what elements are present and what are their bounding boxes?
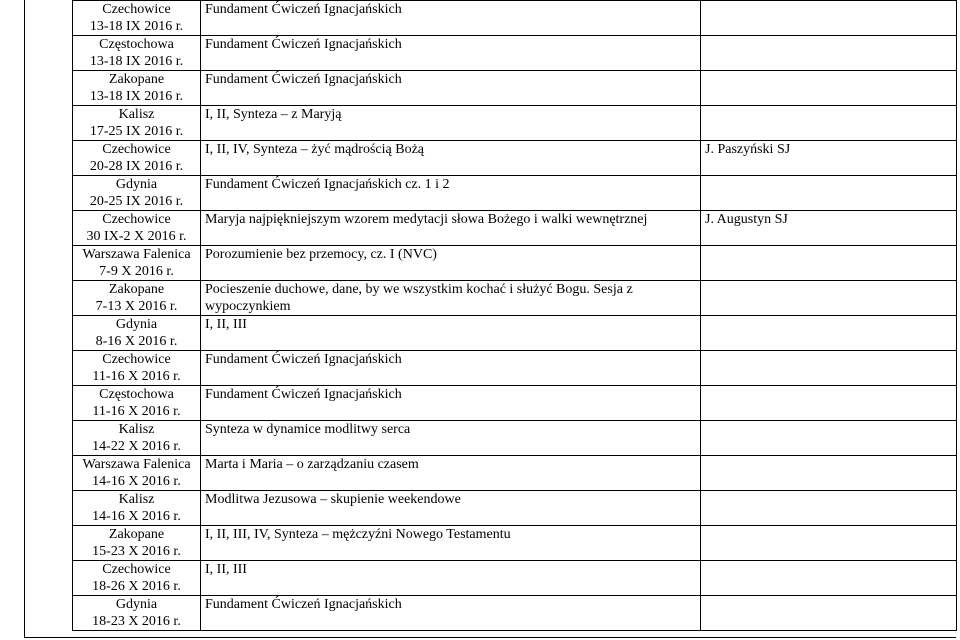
- location-dates: 13-18 IX 2016 r.: [89, 19, 184, 34]
- location-place: Gdynia: [115, 317, 158, 332]
- location-dates: 11-16 X 2016 r.: [92, 404, 181, 419]
- retreat-title-cell: [201, 246, 701, 281]
- table-row: [73, 561, 957, 596]
- location-cell: [73, 316, 201, 351]
- location-place: Czechowice: [102, 562, 171, 577]
- location-dates: 20-25 IX 2016 r.: [89, 194, 184, 209]
- retreat-title-cell: [201, 71, 701, 106]
- location-dates: 7-9 X 2016 r.: [99, 264, 174, 279]
- retreat-title: Fundament Ćwiczeń Ignacjańskich: [205, 352, 402, 367]
- location-dates: 30 IX-2 X 2016 r.: [86, 229, 187, 244]
- location-cell: [73, 386, 201, 421]
- retreat-title: Fundament Ćwiczeń Ignacjańskich: [205, 387, 402, 402]
- leader-cell: [701, 281, 957, 316]
- location-cell: [73, 141, 201, 176]
- location-dates: 14-16 X 2016 r.: [92, 509, 181, 524]
- table-row: [73, 386, 957, 421]
- location-cell: [73, 71, 201, 106]
- leader-cell: [701, 386, 957, 421]
- table-row: [73, 106, 957, 141]
- retreat-title: Fundament Ćwiczeń Ignacjańskich cz. 1 i 2: [205, 177, 450, 192]
- location-dates: 15-23 X 2016 r.: [92, 544, 181, 559]
- location-cell: [73, 246, 201, 281]
- retreat-title-cell: [201, 176, 701, 211]
- location-cell: [73, 281, 201, 316]
- location-place: Częstochowa: [99, 387, 174, 402]
- table-row: [73, 36, 957, 71]
- retreat-title: I, II, III: [205, 562, 247, 577]
- leader-cell: [701, 106, 957, 141]
- location-cell: [73, 421, 201, 456]
- table-row: [73, 211, 957, 246]
- location-cell: [73, 36, 201, 71]
- table-row: [73, 281, 957, 316]
- table-row: [73, 456, 957, 491]
- location-cell: [73, 526, 201, 561]
- retreat-title-cell: [201, 456, 701, 491]
- location-cell: [73, 561, 201, 596]
- location-place: Czechowice: [102, 142, 171, 157]
- retreat-title-cell: [201, 596, 701, 631]
- retreat-title: Modlitwa Jezusowa – skupienie weekendowe: [205, 492, 461, 507]
- retreat-title: Fundament Ćwiczeń Ignacjańskich: [205, 597, 402, 612]
- retreat-title-cell: [201, 36, 701, 71]
- retreat-title-cell: [201, 561, 701, 596]
- location-place: Zakopane: [108, 282, 165, 297]
- location-cell: [73, 106, 201, 141]
- location-dates: 13-18 IX 2016 r.: [89, 89, 184, 104]
- table-row: [73, 526, 957, 561]
- location-dates: 17-25 IX 2016 r.: [89, 124, 184, 139]
- location-place: Warszawa Falenica: [82, 457, 191, 472]
- left-margin-border: [24, 0, 25, 638]
- location-place: Kalisz: [118, 107, 155, 122]
- retreat-title: I, II, III: [205, 317, 247, 332]
- leader-cell: [701, 36, 957, 71]
- retreat-title-cell: [201, 491, 701, 526]
- location-place: Gdynia: [115, 597, 158, 612]
- table-row: [73, 71, 957, 106]
- leader-cell: [701, 71, 957, 106]
- retreat-title: Pocieszenie duchowe, dane, by we wszystkim kochać i służyć Bogu. Sesja z wypoczynkiem: [205, 282, 633, 314]
- location-place: Częstochowa: [99, 37, 174, 52]
- location-dates: 20-28 IX 2016 r.: [89, 159, 184, 174]
- leader-cell: [701, 456, 957, 491]
- retreat-title-cell: [201, 281, 701, 316]
- table-row: [73, 141, 957, 176]
- retreat-title: I, II, Synteza – z Maryją: [205, 107, 342, 122]
- retreat-title: Marta i Maria – o zarządzaniu czasem: [205, 457, 419, 472]
- location-place: Warszawa Falenica: [82, 247, 191, 262]
- location-cell: [73, 491, 201, 526]
- location-place: Kalisz: [118, 422, 155, 437]
- location-cell: [73, 351, 201, 386]
- table-row: [73, 1, 957, 36]
- retreat-title: Synteza w dynamice modlitwy serca: [205, 422, 411, 437]
- table-row: [73, 351, 957, 386]
- retreat-title: Fundament Ćwiczeń Ignacjańskich: [205, 2, 402, 17]
- location-dates: 14-16 X 2016 r.: [92, 474, 181, 489]
- retreat-title: Porozumienie bez przemocy, cz. I (NVC): [205, 247, 437, 262]
- leader-cell: [701, 176, 957, 211]
- retreat-title-cell: [201, 106, 701, 141]
- retreat-title-cell: [201, 421, 701, 456]
- location-dates: 18-23 X 2016 r.: [92, 614, 181, 629]
- table-row: [73, 596, 957, 631]
- retreat-title: Fundament Ćwiczeń Ignacjańskich: [205, 72, 402, 87]
- leader-cell: [701, 561, 957, 596]
- leader-cell: [701, 1, 957, 36]
- location-dates: 18-26 X 2016 r.: [92, 579, 181, 594]
- retreat-title-cell: [201, 1, 701, 36]
- leader-cell: [701, 491, 957, 526]
- leader-cell: [701, 596, 957, 631]
- location-dates: 8-16 X 2016 r.: [95, 334, 178, 349]
- leader-cell: [701, 316, 957, 351]
- leader-cell: [701, 526, 957, 561]
- leader-cell: [701, 351, 957, 386]
- leader-cell: J. Augustyn SJ: [701, 211, 957, 246]
- location-place: Kalisz: [118, 492, 155, 507]
- location-place: Czechowice: [102, 212, 171, 227]
- retreat-title: Maryja najpiękniejszym wzorem medytacji słowa Bożego i walki wewnętrznej: [205, 212, 648, 227]
- retreat-title-cell: [201, 316, 701, 351]
- retreat-title-cell: [201, 351, 701, 386]
- schedule-rows: [73, 1, 957, 631]
- table-row: [73, 421, 957, 456]
- location-dates: 11-16 X 2016 r.: [92, 369, 181, 384]
- table-row: [73, 176, 957, 211]
- leader-cell: [701, 421, 957, 456]
- location-place: Czechowice: [102, 2, 171, 17]
- table-row: [73, 246, 957, 281]
- location-place: Zakopane: [108, 527, 165, 542]
- bottom-border: [24, 637, 956, 638]
- location-cell: [73, 176, 201, 211]
- location-dates: 14-22 X 2016 r.: [92, 439, 181, 454]
- location-cell: [73, 456, 201, 491]
- table-row: [73, 316, 957, 351]
- location-place: Czechowice: [102, 352, 171, 367]
- retreat-title: I, II, IV, Synteza – żyć mądrością Bożą: [205, 142, 424, 157]
- location-place: Gdynia: [115, 177, 158, 192]
- retreat-title: I, II, III, IV, Synteza – mężczyźni Nowego Testamentu: [205, 527, 511, 542]
- retreat-title-cell: [201, 386, 701, 421]
- table-row: [73, 491, 957, 526]
- retreat-title-cell: [201, 211, 701, 246]
- retreat-title: Fundament Ćwiczeń Ignacjańskich: [205, 37, 402, 52]
- location-place: Zakopane: [108, 72, 165, 87]
- location-cell: [73, 1, 201, 36]
- retreat-title-cell: [201, 526, 701, 561]
- retreat-title-cell: [201, 141, 701, 176]
- location-dates: 7-13 X 2016 r.: [95, 299, 178, 314]
- location-dates: 13-18 IX 2016 r.: [89, 54, 184, 69]
- location-cell: [73, 211, 201, 246]
- location-cell: [73, 596, 201, 631]
- leader-cell: J. Paszyński SJ: [701, 141, 957, 176]
- retreat-schedule-table: [72, 0, 957, 631]
- leader-cell: [701, 246, 957, 281]
